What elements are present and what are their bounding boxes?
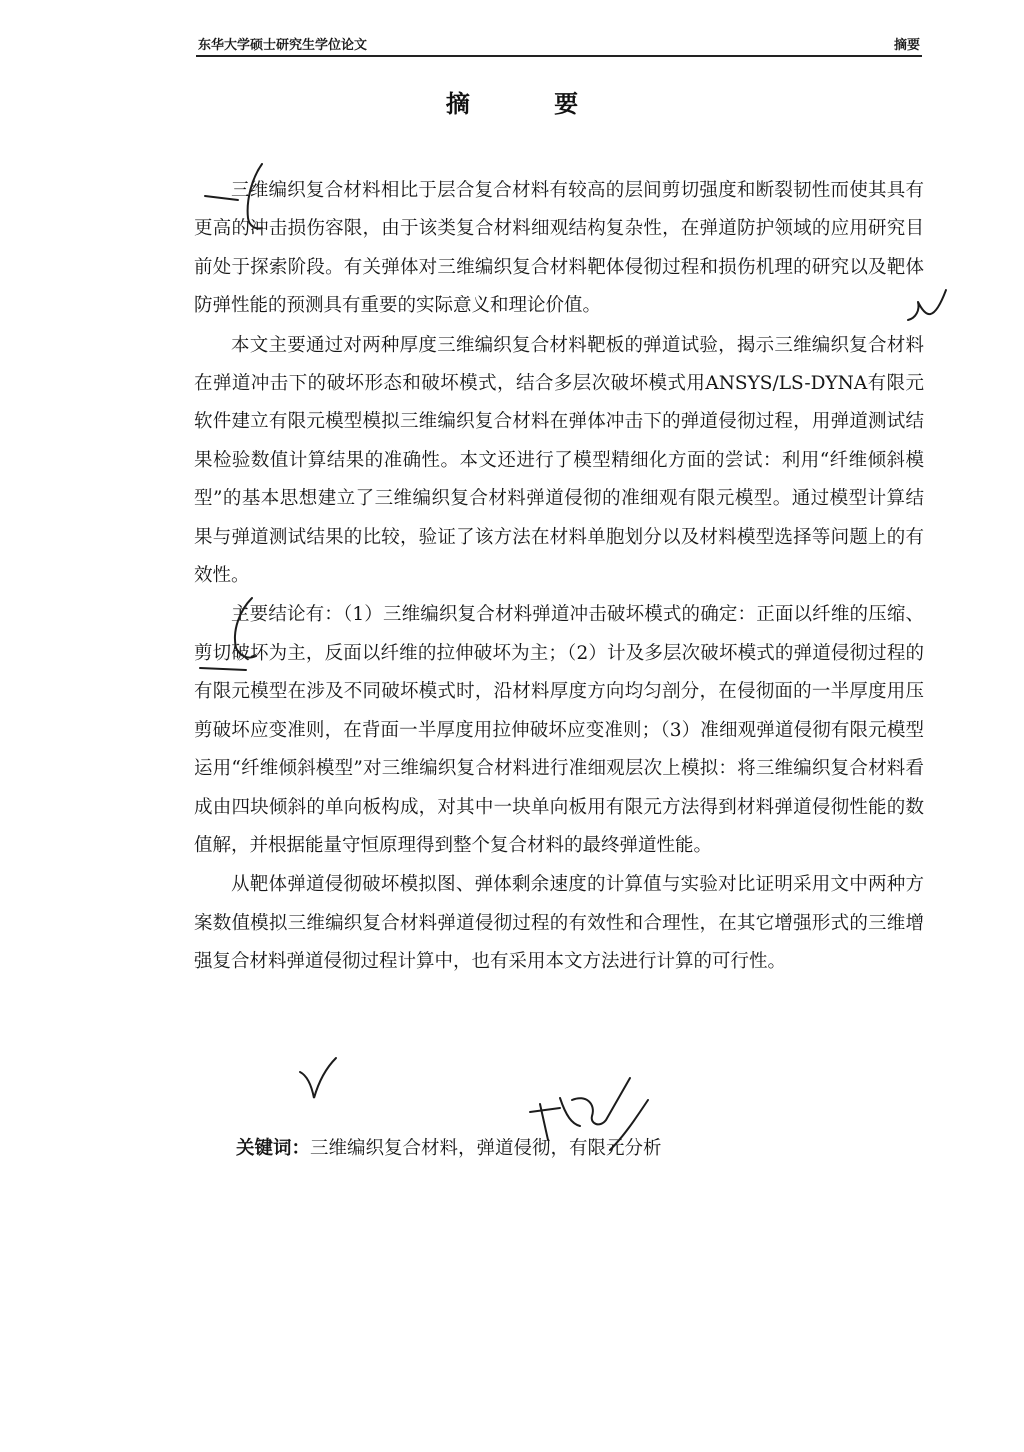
paragraph-4: 从靶体弹道侵彻破坏模拟图、弹体剩余速度的计算值与实验对比证明采用文中两种方案数值模拟三维编织复合材料弹道侵彻过程的有效性和合理性，在其它增强形式的三维增强复合材料弹道侵彻过程计算中，也有采用本文方法进行计算的可行性。 xyxy=(194,874,924,973)
keywords-label: 关键词： xyxy=(236,1138,311,1159)
keywords-text: 三维编织复合材料，弹道侵彻，有限元分析 xyxy=(310,1138,662,1159)
abstract-body xyxy=(194,172,924,983)
paragraph-1: 三维编织复合材料相比于层合复合材料有较高的层间剪切强度和断裂韧性而使其具有更高的冲击损伤容限，由于该类复合材料细观结构复杂性，在弹道防护领域的应用研究目前处于探索阶段。有关弹体对三维编织复合材料靶体侵彻过程和损伤机理的研究以及靶体防弹性能的预测具有重要的实际意义和理论价值。 xyxy=(194,180,924,317)
signature-mark xyxy=(530,1078,630,1140)
page-title: 摘 要 xyxy=(445,90,617,118)
header-university-title: 东华大学硕士研究生学位论文 xyxy=(198,38,368,53)
check-mark-paragraph-4 xyxy=(300,1058,336,1098)
header-rule xyxy=(196,55,922,57)
paragraph-2: 本文主要通过对两种厚度三维编织复合材料靶板的弹道试验，揭示三维编织复合材料在弹道冲击下的破坏形态和破坏模式，结合多层次破坏模式用ANSYS/LS-DYNA有限元软件建立有限元模型模拟三维编织复合材料在弹体冲击下的弹道侵彻过程，用弹道测试结果检验数值计算结果的准确性。本文还进行了模型精细化方面的尝试：利用“纤维倾斜模型”的基本思想建立了三维编织复合材料弹道侵彻的准细观有限元模型。通过模型计算结果与弹道测试结果的比较，验证了该方法在材料单胞划分以及材料模型选择等问题上的有效性。 xyxy=(194,334,924,587)
keywords-line xyxy=(236,1134,662,1164)
paragraph-3: 主要结论有：（1）三维编织复合材料弹道冲击破坏模式的确定：正面以纤维的压缩、剪切破坏为主，反面以纤维的拉伸破坏为主；（2）计及多层次破坏模式的弹道侵彻过程的有限元模型在涉及不同破坏模式时，沿材料厚度方向均匀剖分，在侵彻面的一半厚度用压剪破坏应变准则，在背面一半厚度用拉伸破坏应变准则；（3）准细观弹道侵彻有限元模型运用“纤维倾斜模型”对三维编织复合材料进行准细观层次上模拟：将三维编织复合材料看成由四块倾斜的单向板构成，对其中一块单向板用有限元方法得到材料弹道侵彻性能的数值解，并根据能量守恒原理得到整个复合材料的最终弹道性能。 xyxy=(194,604,924,856)
running-header xyxy=(198,34,920,54)
header-section-name: 摘要 xyxy=(893,38,920,53)
